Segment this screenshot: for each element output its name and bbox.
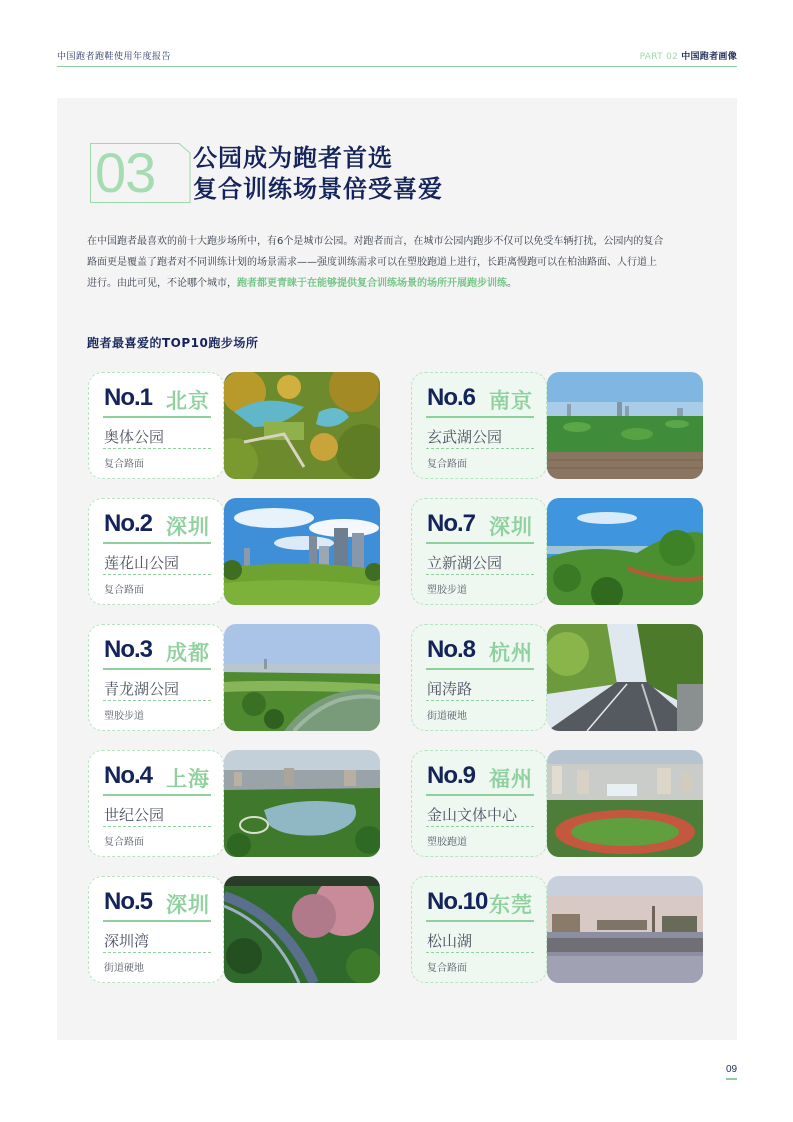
city-label: 深圳 — [489, 515, 533, 539]
dashed-divider — [426, 952, 534, 953]
park-photo — [547, 624, 703, 731]
intro-line3 — [87, 273, 707, 294]
card-info — [88, 498, 224, 605]
top10-title: 跑者最喜爱的TOP10跑步场所 — [87, 336, 259, 350]
place-name: 松山湖 — [427, 932, 473, 950]
park-photo — [547, 876, 703, 983]
city-label: 福州 — [489, 767, 533, 791]
city-label: 成都 — [166, 641, 210, 665]
dashed-divider — [103, 574, 211, 575]
dashed-divider — [426, 574, 534, 575]
card-info — [88, 750, 224, 857]
park-photo — [224, 624, 380, 731]
surface-type: 复合路面 — [427, 963, 467, 974]
park-photo — [224, 498, 380, 605]
divider — [103, 542, 211, 544]
frame-corner-decoration — [169, 143, 191, 203]
place-name: 深圳湾 — [104, 932, 150, 950]
park-photo — [547, 750, 703, 857]
dashed-divider — [103, 700, 211, 701]
divider — [426, 542, 534, 544]
place-card-5 — [88, 876, 380, 983]
surface-type: 复合路面 — [104, 459, 144, 470]
surface-type: 塑胶跑道 — [427, 837, 467, 848]
rank-label: No.4 — [104, 762, 153, 789]
intro-paragraph — [87, 231, 707, 294]
surface-type: 街道硬地 — [104, 963, 144, 974]
place-name: 莲花山公园 — [104, 554, 180, 572]
part-prefix: PART 02 — [639, 52, 679, 62]
place-name: 金山文体中心 — [427, 806, 518, 824]
city-label: 南京 — [489, 389, 533, 413]
card-info — [411, 876, 547, 983]
place-name: 立新湖公园 — [427, 554, 503, 572]
dashed-divider — [426, 700, 534, 701]
card-info — [88, 876, 224, 983]
section-title — [193, 143, 443, 205]
surface-type: 塑胶步道 — [427, 585, 467, 596]
section-title-line1: 公园成为跑者首选 — [193, 144, 393, 172]
place-card-1 — [88, 372, 380, 479]
intro-highlight: 跑者都更青睐于在能够提供复合训练场景的场所开展跑步训练 — [237, 278, 507, 289]
city-label: 上海 — [166, 767, 210, 791]
divider — [103, 668, 211, 670]
content-panel — [57, 98, 737, 1040]
card-info — [411, 624, 547, 731]
place-card-8 — [411, 624, 703, 731]
divider — [103, 794, 211, 796]
place-card-9 — [411, 750, 703, 857]
rank-label: No.7 — [427, 510, 476, 537]
card-info — [88, 372, 224, 479]
intro-line1: 在中国跑者最喜欢的前十大跑步场所中，有6个是城市公园。对跑者而言，在城市公园内跑步不仅可以免受车辆打扰，公园内的复合 — [87, 236, 664, 247]
rank-label: No.5 — [104, 888, 153, 915]
park-photo — [547, 498, 703, 605]
park-photo — [547, 372, 703, 479]
rank-label: No.1 — [104, 384, 153, 411]
place-card-6 — [411, 372, 703, 479]
rank-label: No.9 — [427, 762, 476, 789]
surface-type: 复合路面 — [104, 585, 144, 596]
intro-line3-prefix: 进行。由此可见，不论哪个城市， — [87, 278, 237, 289]
place-name: 奥体公园 — [104, 428, 165, 446]
divider — [103, 920, 211, 922]
intro-line2: 路面更是覆盖了跑者对不同训练计划的场景需求——强度训练需求可以在塑胶跑道上进行，长距离慢跑可以在柏油路面、人行道上 — [87, 257, 657, 268]
surface-type: 复合路面 — [104, 837, 144, 848]
rank-label: No.2 — [104, 510, 153, 537]
dashed-divider — [103, 826, 211, 827]
section-title-line2: 复合训练场景倍受喜爱 — [193, 175, 443, 203]
divider — [426, 668, 534, 670]
park-photo — [224, 372, 380, 479]
page-number: 09 — [726, 1064, 738, 1075]
rank-label: No.3 — [104, 636, 153, 663]
divider — [103, 416, 211, 418]
dashed-divider — [103, 448, 211, 449]
divider — [426, 920, 534, 922]
city-label: 深圳 — [166, 515, 210, 539]
place-name: 闻涛路 — [427, 680, 473, 698]
city-label: 杭州 — [489, 641, 533, 665]
rank-label: No.8 — [427, 636, 476, 663]
part-title: 中国跑者画像 — [681, 52, 737, 62]
dashed-divider — [426, 826, 534, 827]
place-card-4 — [88, 750, 380, 857]
place-name: 世纪公园 — [104, 806, 165, 824]
place-card-3 — [88, 624, 380, 731]
dashed-divider — [426, 448, 534, 449]
report-title: 中国跑者跑鞋使用年度报告 — [57, 52, 172, 62]
card-info — [411, 372, 547, 479]
card-info — [411, 750, 547, 857]
place-card-7 — [411, 498, 703, 605]
dashed-divider — [103, 952, 211, 953]
rank-label: No.10 — [427, 888, 488, 915]
surface-type: 街道硬地 — [427, 711, 467, 722]
divider — [426, 416, 534, 418]
card-info — [88, 624, 224, 731]
place-name: 青龙湖公园 — [104, 680, 180, 698]
park-photo — [224, 876, 380, 983]
page-header — [57, 47, 737, 67]
card-info — [411, 498, 547, 605]
surface-type: 塑胶步道 — [104, 711, 144, 722]
park-photo — [224, 750, 380, 857]
city-label: 北京 — [166, 389, 210, 413]
city-label: 深圳 — [166, 893, 210, 917]
page-number-underline — [726, 1078, 737, 1080]
surface-type: 复合路面 — [427, 459, 467, 470]
section-number: 03 — [95, 141, 156, 204]
place-card-2 — [88, 498, 380, 605]
divider — [426, 794, 534, 796]
intro-line3-suffix: 。 — [507, 278, 517, 289]
part-label — [640, 49, 737, 62]
place-card-10 — [411, 876, 703, 983]
rank-label: No.6 — [427, 384, 476, 411]
place-name: 玄武湖公园 — [427, 428, 503, 446]
city-label: 东莞 — [489, 893, 533, 917]
